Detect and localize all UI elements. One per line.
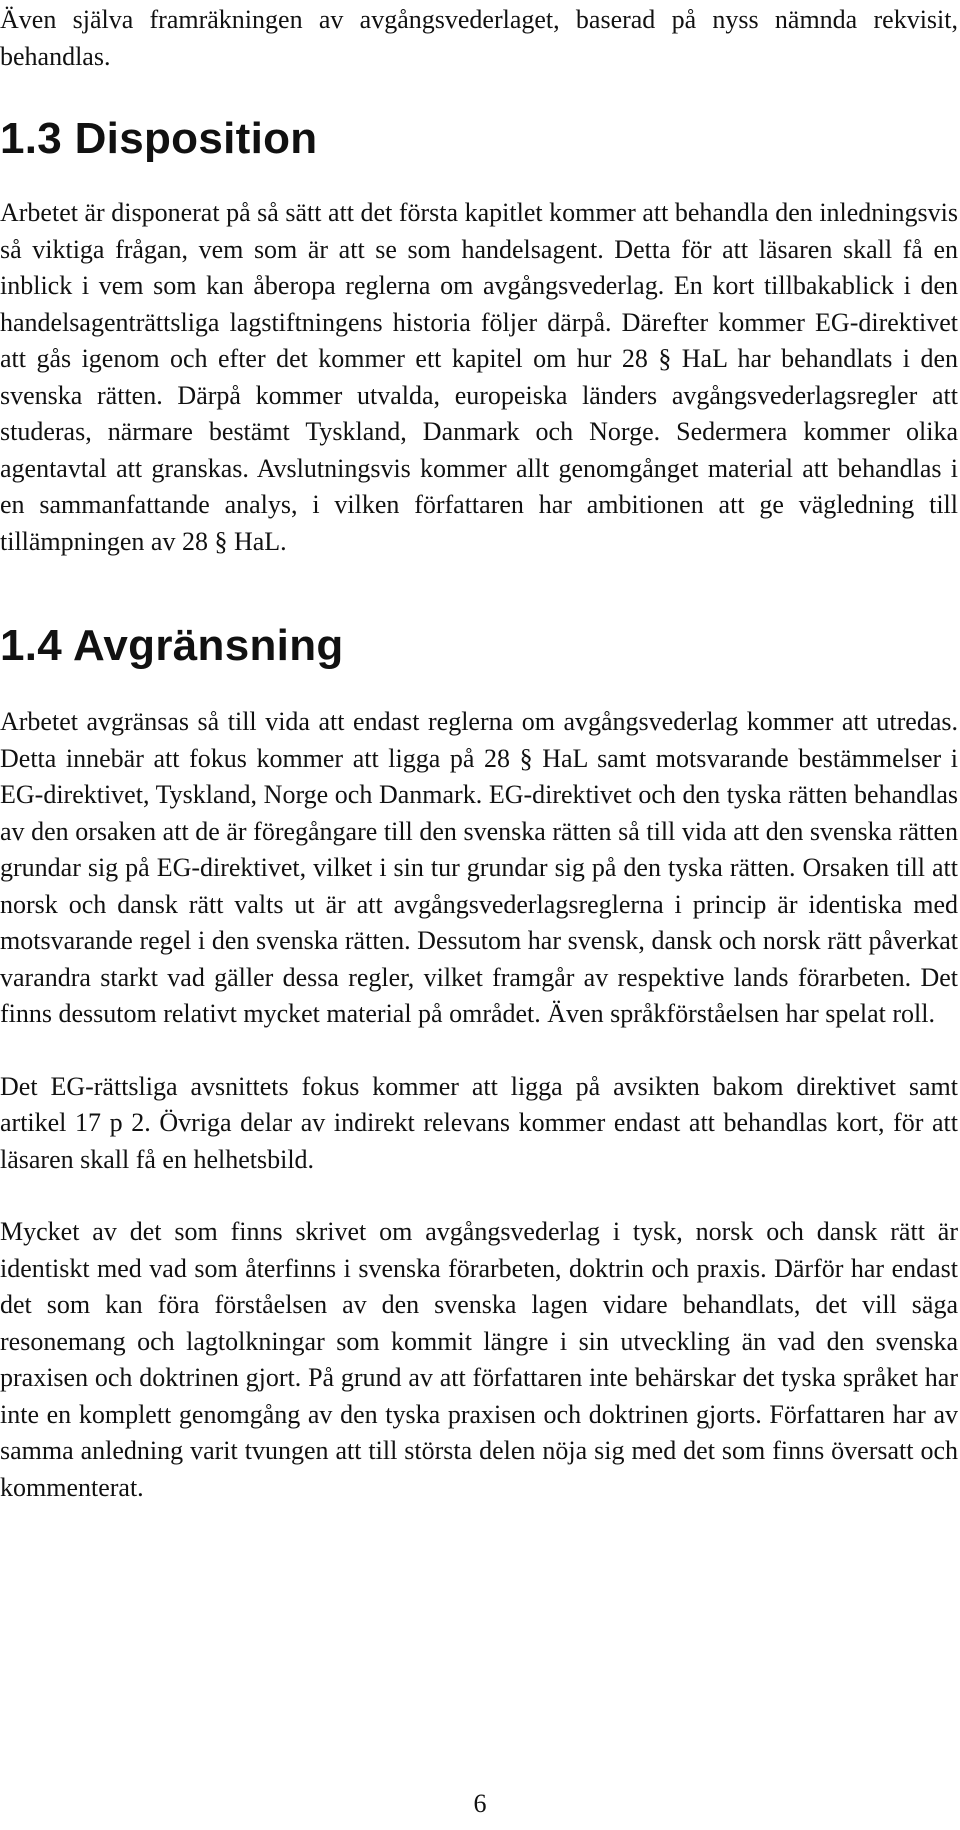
avgransning-paragraph-1: Arbetet avgränsas så till vida att endast reglerna om avgångsvederlag kommer att utredas. Detta innebär att fokus kommer att ligga på 28 § HaL samt motsvarande bestämmelser i EG-direktivet, Tyskland, Norge och Danmark. EG-direktivet och den tyska rätten behandlas av den orsaken att de är föregångare till den svenska rätten så till vida att den svenska rätten grundar sig på EG-direktivet, vilket i sin tur grundar sig på den tyska rätten. Orsaken till att norsk och dansk rätt valts ut är att avgångsvederlagsreglerna i princip är identiska med motsvarande regel i den svenska rätten. Dessutom har svensk, dansk och norsk rätt påverkat varandra starkt vad gäller dessa regler, vilket framgår av respektive lands förarbeten. Det finns dessutom relativt mycket material på området. Även språkförståelsen har spelat roll. bbox=[0, 707, 958, 1028]
avgransning-paragraph-3: Mycket av det som finns skrivet om avgångsvederlag i tysk, norsk och dansk rätt är identiskt med vad som återfinns i svenska förarbeten, doktrin och praxis. Därför har endast det som kan föra förståelsen av den svenska lagen vidare behandlats, det vill säga resonemang och lagtolkningar som kommit längre i sin utveckling än vad den svenska praxisen och doktrinen gjort. På grund av att författaren inte behärskar det tyska språket har inte en komplett genomgång av den tyska praxisen och doktrinen gjorts. Författaren har av samma anledning varit tvungen att till största delen nöja sig med det som finns översatt och kommenterat. bbox=[0, 1217, 958, 1502]
document-body bbox=[0, 2, 958, 1506]
page-number: 6 bbox=[473, 1789, 487, 1818]
avgransning-paragraph-2: Det EG-rättsliga avsnittets fokus kommer att ligga på avsikten bakom direktivet samt artikel 17 p 2. Övriga delar av indirekt relevans kommer endast att behandlas kort, för att läsaren skall få en helhetsbild. bbox=[0, 1071, 958, 1174]
section-heading-avgransning: 1.4 Avgränsning bbox=[0, 621, 344, 670]
section-heading-disposition: 1.3 Disposition bbox=[0, 114, 318, 163]
intro-paragraph: Även själva framräkningen av avgångsvederlaget, baserad på nyss nämnda rekvisit, behandlas. bbox=[0, 5, 958, 71]
disposition-paragraph: Arbetet är disponerat på så sätt att det första kapitlet kommer att behandla den inledningsvis så viktiga frågan, vem som är att se som handelsagent. Detta för att läsaren skall få en inblick i vem som kan åberopa reglerna om avgångsvederlag. En kort tillbakablick i den handelsagenträttsliga lagstiftningens historia följer därpå. Därefter kommer EG-direktivet att gås igenom och efter det kommer ett kapitel om hur 28 § HaL har behandlats i den svenska rätten. Därpå kommer utvalda, europeiska länders avgångsvederlagsregler att studeras, närmare bestämt Tyskland, Danmark och Norge. Sedermera kommer olika agentavtal att granskas. Avslutningsvis kommer allt genomgånget material att behandlas i en sammanfattande analys, i vilken författaren har ambitionen att ge vägledning till tillämpningen av 28 § HaL. bbox=[0, 198, 958, 556]
